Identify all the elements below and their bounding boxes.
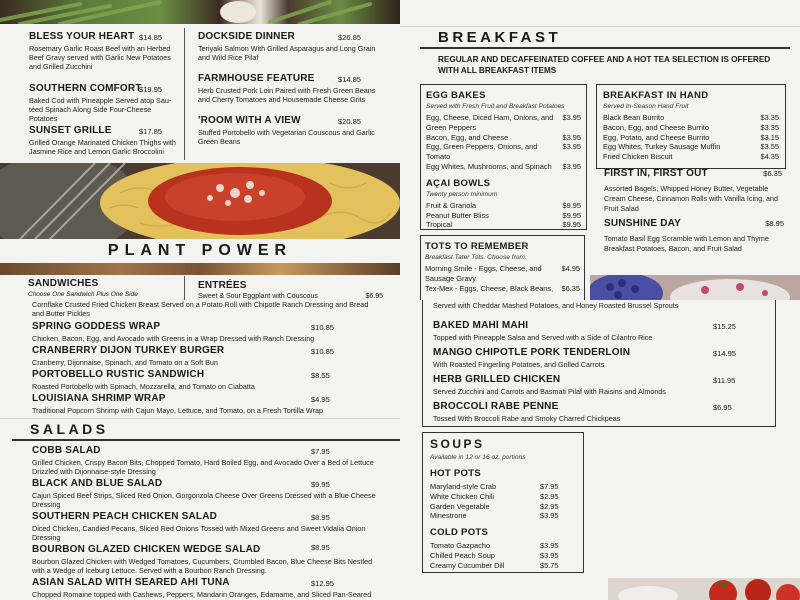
list-item [425, 284, 580, 294]
item-price: $20.85 [338, 117, 361, 126]
item-name: White Chicken Chili [430, 491, 495, 501]
item-description: Assorted Bagels, Whipped Honey Butter, Vegetable Cream Cheese, Cinnamon Rolls with Vanilla Icing, and Fruit Salad [604, 183, 779, 214]
item-price: $15.25 [713, 322, 736, 331]
item-price: $14.95 [713, 349, 736, 358]
top-right-column [198, 31, 388, 155]
item-title-text: ROOM WITH A VIEW [200, 115, 301, 126]
item-description: Cranberry, Dijonnaise, Spinach, and Tomato on a Soft Bun [32, 357, 218, 367]
item-description: Topped with Pineapple Salsa and Served with a Side of Cilantro Rice [433, 332, 653, 342]
list-item [426, 162, 581, 172]
item-price: $14.85 [139, 33, 162, 42]
item-description: Tossed With Broccoli Rabe and Smoky Charred Chickpeas [433, 413, 621, 423]
salad-list [32, 445, 377, 600]
item-price: $6.35 [561, 283, 580, 293]
item-title: ASIAN SALAD WITH SEARED AHI TUNA [32, 577, 230, 588]
item-title: PORTOBELLO RUSTIC SANDWICH [32, 369, 205, 380]
first-in-first-out [604, 168, 782, 215]
list-item [603, 142, 779, 152]
salads-title-rule [12, 439, 400, 441]
acai-subtitle: Twenty person minimum [426, 190, 498, 198]
item-name: Tomato Gazpacho [430, 541, 490, 551]
berry-bowl-photo [590, 275, 800, 300]
item-description: Teriyaki Salmon With Grilled Asparagus and Long Grain and Wild Rice Pilaf [198, 43, 376, 62]
item-name: Black Bean Burrito [603, 113, 665, 123]
item-name: Egg Whites, Turkey Sausage Muffin [603, 142, 721, 152]
item-title: BAKED MAHI MAHI [433, 320, 529, 331]
item-description: Herb Crusted Pork Loin Paired with Fresh Green Beans and Cherry Tomatoes and Housemade Cheese Grits [198, 85, 376, 104]
sunshine-day [604, 218, 784, 254]
list-item [430, 492, 576, 502]
item-price: $9.95 [562, 210, 581, 220]
item-price: $10.85 [311, 347, 334, 356]
list-item [603, 133, 779, 143]
entrees-cut-text: Sweet & Sour Eggplant with Couscous [198, 292, 318, 300]
hot-pots-title: HOT POTS [430, 468, 481, 480]
menu-item [32, 445, 377, 478]
item-price: $11.95 [713, 376, 736, 385]
item-price: $3.95 [540, 541, 559, 551]
item-description: Cajun Spiced Beef Strips, Sliced Red Onion, Gorgonzola Cheese Over Greens Dressed with a Blue Cheese Dressing [32, 490, 376, 509]
item-price: $19.95 [139, 85, 162, 94]
item-price: $17.85 [139, 127, 162, 136]
item-name: Peanut Butter Bliss [426, 210, 489, 220]
list-item [426, 133, 581, 143]
menu-item [32, 369, 377, 393]
cut-item-description: Served with Cheddar Mashed Potatoes, and Honey Roasted Brussel Sprouts [433, 301, 679, 310]
soups-title: SOUPS [430, 437, 485, 451]
menu-page-breakfast [400, 0, 800, 300]
in-hand-title: BREAKFAST IN HAND [603, 90, 709, 101]
top-left-column [29, 31, 179, 165]
list-item [426, 201, 581, 211]
breakfast-intro: REGULAR AND DECAFFEINATED COFFEE AND A HOT TEA SELECTION IS OFFERED WITH ALL BREAKFAST ITEMS [438, 55, 771, 76]
item-price: $3.95 [540, 550, 559, 560]
item-price: $3.95 [562, 113, 581, 123]
egg-bakes-title: EGG BAKES [426, 90, 486, 101]
item-title: MANGO CHIPOTLE PORK TENDERLOIN [433, 347, 631, 358]
menu-item [32, 321, 377, 345]
egg-bakes-box [420, 84, 587, 230]
salads-title: SALADS [30, 421, 109, 437]
entrees-box [422, 300, 776, 427]
item-name: Egg, Potato, and Cheese Burrito [603, 132, 710, 142]
item-price: $8.95 [765, 219, 784, 228]
list-item [430, 541, 576, 551]
menu-item [433, 320, 765, 347]
item-title: SOUTHERN COMFORT [29, 83, 142, 94]
item-description: Baked Cod with Pineapple Served atop Sau-téed Spinach Along Side Four-Cheese Potatoes [29, 95, 172, 123]
item-price: $4.35 [760, 152, 779, 162]
berry-graphic [590, 275, 800, 300]
tomato-photo [608, 578, 800, 600]
pasta-graphic [0, 163, 400, 239]
item-price: $10.85 [311, 323, 334, 332]
asparagus-photo [0, 0, 400, 24]
item-name: Fried Chicken Biscuit [603, 152, 673, 162]
item-title: COBB SALAD [32, 445, 101, 456]
menu-item [32, 511, 377, 544]
item-name: Creamy Cucumber Dill [430, 560, 505, 570]
asparagus-graphic [0, 0, 400, 24]
item-description: Grilled Orange Marinated Chicken Thighs with Jasmine Rice and Lemon Garlic Broccolini [29, 137, 176, 156]
item-name: Egg Whites, Mushrooms, and Spinach [426, 161, 552, 171]
menu-item [29, 125, 179, 165]
column-divider [184, 28, 185, 160]
item-description: With Roasted Fingerling Potatoes, and Grilled Carrots [433, 359, 605, 369]
list-item [603, 123, 779, 133]
list-item [426, 220, 581, 230]
item-description: Rosemary Garlic Roast Beef with an Herbed Beef Gravy served with Garlic New Potatoes and Grilled Zucchini [29, 43, 171, 71]
sandwiches-header [28, 278, 138, 299]
item-title: SOUTHERN PEACH CHICKEN SALAD [32, 511, 218, 522]
item-price: $4.95 [311, 395, 330, 404]
item-title: SUNSET GRILLE [29, 125, 112, 136]
entrees-title: ENTRÉES [198, 280, 247, 291]
menu-page-lower-right [400, 300, 800, 600]
item-name: Tropical [426, 220, 453, 230]
item-description: Chicken, Bacon, Egg, and Avocado with Greens in a Wrap Dressed with Ranch Dressing [32, 333, 315, 343]
item-name: Minestrone [430, 511, 467, 521]
list-item [603, 152, 779, 162]
item-title: DOCKSIDE DINNER [198, 31, 295, 42]
item-price: $2.95 [540, 491, 559, 501]
item-description: Grilled Chicken, Crispy Bacon Bits, Chopped Tomato, Hard Boiled Egg, and Avocado Over a Bed of Lettuce Drizzled with Dijonnaise-style Dressing [32, 457, 374, 476]
item-description: Diced Chicken, Candied Pecans, Sliced Red Onions Tossed with Mixed Greens and Sweet Vidalia Onion Dressing [32, 523, 366, 542]
menu-item [32, 393, 377, 417]
menu-item [32, 544, 377, 577]
sandwiches-subtitle: Choose One Sandwich Plus One Side [28, 290, 138, 298]
item-price: $26.85 [338, 33, 361, 42]
list-item [430, 502, 576, 512]
menu-item [433, 347, 765, 374]
tots-box [420, 235, 585, 300]
list-item [426, 113, 581, 133]
breakfast-in-hand-box [596, 84, 786, 169]
list-item [426, 142, 581, 162]
item-price: $2.95 [540, 501, 559, 511]
entrees-cut-line [198, 293, 383, 301]
entrees-header [198, 280, 383, 300]
breakfast-title: BREAKFAST [438, 29, 562, 46]
salads-top-rule [0, 418, 400, 419]
menu-item [32, 577, 377, 600]
entrees-cut-price: $6.95 [365, 292, 383, 300]
menu-item [198, 73, 388, 115]
menu-item [433, 374, 765, 401]
item-price: $6.35 [763, 169, 782, 178]
item-price: $7.95 [311, 447, 330, 456]
item-price: $3.35 [760, 113, 779, 123]
sandwiches-title: SANDWICHES [28, 278, 99, 289]
in-hand-subtitle: Served In-Season Hand Fruit [603, 102, 689, 110]
item-description: Bourbon Glazed Chicken with Wedged Tomatoes, Cucumbers, Crumbled Bacon, Blue Cheese Bits Nestled with a Wedge of Iceburg Lettuce. Served with a Bourbon Ranch Dressing. [32, 556, 373, 575]
tots-title: TOTS TO REMEMBER [425, 241, 529, 252]
item-price: $6.95 [713, 403, 732, 412]
column-divider [184, 276, 185, 300]
tots-subtitle: Breakfast Tater Tots. Choose from: [425, 253, 527, 261]
list-item [430, 482, 576, 492]
menu-item [198, 115, 388, 155]
item-title: CRANBERRY DIJON TURKEY BURGER [32, 345, 225, 356]
item-price: $3.55 [760, 142, 779, 152]
item-title: BOURBON GLAZED CHICKEN WEDGE SALAD [32, 544, 261, 555]
list-item [425, 264, 580, 284]
egg-bakes-subtitle: Served with Fresh Fruit and Breakfast Potatoes [426, 102, 565, 110]
cold-pots-title: COLD POTS [430, 527, 489, 539]
food-strip-photo [0, 263, 400, 275]
cut-item-description: Cornflake Crusted Fried Chicken Breast Served on a Potato Roll with Chipotle Ranch Dressing and Bread and Butter Pickles [32, 300, 369, 318]
list-item [430, 551, 576, 561]
item-description: Served Zucchini and Carrots and Basmati Pilaf with Raisins and Almonds [433, 386, 666, 396]
item-header [604, 218, 784, 231]
item-description: Tomato Basil Egg Scramble with Lemon and Thyme Breakfast Potatoes, Bacon, and Fruit Salad [604, 233, 769, 253]
item-name: Maryland-style Crab [430, 482, 497, 492]
item-price: $8.95 [311, 543, 330, 552]
item-title: SUNSHINE DAY [604, 218, 682, 229]
menu-item [433, 401, 765, 425]
menu-page-lower-left [0, 300, 400, 600]
menu-page-top-left [0, 0, 400, 300]
item-title: HERB GRILLED CHICKEN [433, 374, 561, 385]
item-price: $9.95 [311, 480, 330, 489]
item-title: BROCCOLI RABE PENNE [433, 401, 559, 412]
item-price: $9.95 [562, 220, 581, 230]
item-name: Fruit & Granola [426, 200, 477, 210]
item-price: $3.95 [540, 511, 559, 521]
list-item [430, 561, 576, 571]
item-price: $9.95 [562, 200, 581, 210]
item-name: Chilled Peach Soup [430, 550, 495, 560]
item-title: BLESS YOUR HEART [29, 31, 135, 42]
item-name: Morning Smile - Eggs, Cheese, and Sausage Gravy [425, 264, 542, 283]
item-title: SPRING GODDESS WRAP [32, 321, 161, 332]
item-price: $3.15 [760, 132, 779, 142]
item-price: $8.95 [311, 513, 330, 522]
menu-item [198, 31, 388, 73]
item-title: FARMHOUSE FEATURE [198, 73, 315, 84]
item-price: $12.95 [311, 579, 334, 588]
breakfast-title-rule [420, 47, 790, 49]
item-name: Garden Vegetable [430, 501, 490, 511]
item-description: Stuffed Portobello with Vegetarian Couscous and Garlic Green Beans [198, 127, 375, 146]
item-price: $3.95 [562, 161, 581, 171]
item-name: Bacon, Egg, and Cheese [426, 132, 509, 142]
item-price: $5.75 [540, 560, 559, 570]
soups-box [422, 432, 584, 573]
item-description: Traditional Popcorn Shrimp with Cajun Mayo, Lettuce, and Tomato, on a Fresh Tortilla Wrap [32, 405, 323, 415]
tomato-graphic [608, 578, 800, 600]
item-name: Egg, Green Peppers, Onions, and Tomato [426, 142, 538, 162]
menu-item [32, 478, 377, 511]
item-title-quote: ' [198, 115, 201, 126]
soups-subtitle: Available in 12 or 16 oz. portions [430, 454, 526, 461]
acai-title: AÇAI BOWLS [426, 177, 491, 189]
item-name: Egg, Cheese, Diced Ham, Onions, and Green Peppers [426, 113, 554, 132]
item-price: $8.55 [311, 371, 330, 380]
menu-item [29, 31, 179, 83]
item-description: Chopped Romaine topped with Cashews, Peppers, Mandarin Oranges, Edamame, and Sliced Pan-Seared [32, 589, 372, 599]
menu-item [29, 83, 179, 125]
plant-power-banner [0, 239, 400, 263]
banner-title: PLANT POWER [107, 242, 293, 259]
item-name: Bacon, Egg, and Cheese Burrito [603, 122, 709, 132]
item-title: LOUISIANA SHRIMP WRAP [32, 393, 166, 404]
list-item [426, 211, 581, 221]
item-description: Roasted Portobello with Spinach, Mozzarella, and Tomato on Ciabatta [32, 381, 255, 391]
sandwich-list [32, 321, 377, 417]
item-price: $3.95 [562, 132, 581, 142]
item-price: $14.85 [338, 75, 361, 84]
list-item [430, 511, 576, 521]
spaghetti-squash-photo [0, 163, 400, 239]
item-title: BLACK AND BLUE SALAD [32, 478, 163, 489]
item-price: $3.35 [760, 122, 779, 132]
item-name: Tex-Mex - Eggs, Cheese, Black Beans, [425, 283, 554, 293]
list-item [603, 113, 779, 123]
menu-item [32, 345, 377, 369]
item-header [604, 168, 782, 181]
item-title: FIRST IN, FIRST OUT [604, 168, 708, 179]
item-price: $4.95 [561, 264, 580, 274]
item-price: $3.95 [562, 142, 581, 152]
breakfast-top-rule [400, 26, 800, 27]
item-price: $7.95 [540, 482, 559, 492]
